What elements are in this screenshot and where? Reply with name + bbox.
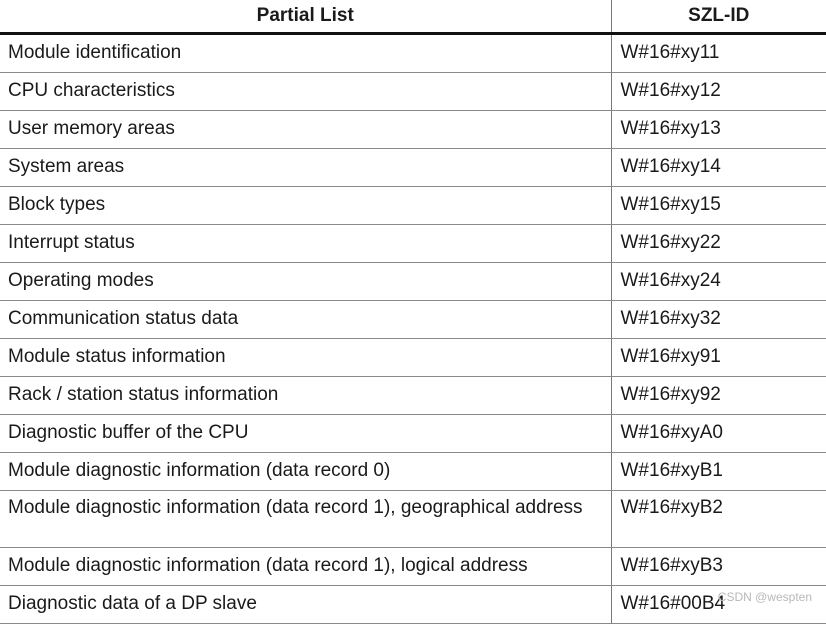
szl-id-cell: W#16#xyB1	[611, 453, 826, 491]
partial-list-cell: Communication status data	[0, 301, 611, 339]
szl-id-cell: W#16#xyB2	[611, 491, 826, 548]
szl-id-cell: W#16#00B4	[611, 586, 826, 624]
partial-list-cell: CPU characteristics	[0, 73, 611, 111]
table-row	[0, 225, 826, 263]
table-row	[0, 453, 826, 491]
table-row	[0, 548, 826, 586]
partial-list-cell: Module diagnostic information (data record 0)	[0, 453, 611, 491]
szl-id-cell: W#16#xy12	[611, 73, 826, 111]
szl-id-cell: W#16#xyB3	[611, 548, 826, 586]
table-row	[0, 586, 826, 624]
partial-list-cell: Module status information	[0, 339, 611, 377]
table-row	[0, 301, 826, 339]
szl-id-cell: W#16#xy92	[611, 377, 826, 415]
table-row	[0, 149, 826, 187]
table-row	[0, 491, 826, 548]
table-row	[0, 415, 826, 453]
szl-id-cell: W#16#xy24	[611, 263, 826, 301]
table-row	[0, 263, 826, 301]
table-row	[0, 34, 826, 73]
table-row	[0, 377, 826, 415]
partial-list-cell: Rack / station status information	[0, 377, 611, 415]
partial-list-cell: Diagnostic data of a DP slave	[0, 586, 611, 624]
szl-id-cell: W#16#xy32	[611, 301, 826, 339]
table-row	[0, 73, 826, 111]
table-header-row	[0, 0, 826, 34]
partial-list-cell: System areas	[0, 149, 611, 187]
szl-id-cell: W#16#xy13	[611, 111, 826, 149]
partial-list-cell: Operating modes	[0, 263, 611, 301]
table-row	[0, 339, 826, 377]
szl-id-cell: W#16#xy14	[611, 149, 826, 187]
watermark: CSDN @wespten	[717, 590, 812, 604]
partial-list-cell: Module identification	[0, 34, 611, 73]
partial-list-cell: Interrupt status	[0, 225, 611, 263]
szl-id-cell: W#16#xy15	[611, 187, 826, 225]
szl-id-cell: W#16#xy22	[611, 225, 826, 263]
partial-list-cell: Block types	[0, 187, 611, 225]
szl-id-cell: W#16#xyA0	[611, 415, 826, 453]
szl-id-cell: W#16#xy91	[611, 339, 826, 377]
table-row	[0, 111, 826, 149]
table-row	[0, 187, 826, 225]
partial-list-cell: Module diagnostic information (data record 1), logical address	[0, 548, 611, 586]
partial-list-cell: Module diagnostic information (data record 1), geographical address	[0, 491, 611, 548]
header-szl-id: SZL-ID	[611, 0, 826, 34]
szl-id-cell: W#16#xy11	[611, 34, 826, 73]
header-partial-list: Partial List	[0, 0, 611, 34]
partial-list-cell: User memory areas	[0, 111, 611, 149]
partial-list-cell: Diagnostic buffer of the CPU	[0, 415, 611, 453]
